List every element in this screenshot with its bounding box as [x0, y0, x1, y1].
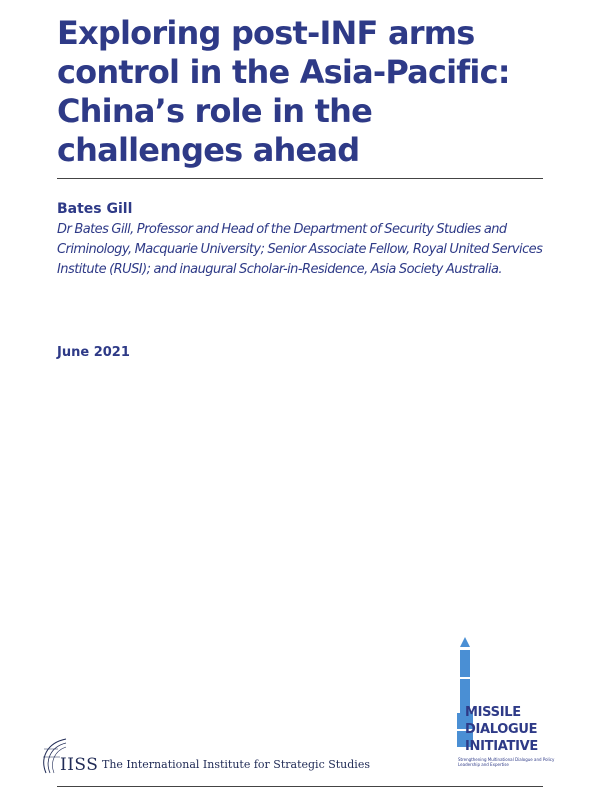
iiss-name: The International Institute for Strategic Studies	[102, 758, 370, 771]
missile-dialogue-initiative-logo	[454, 637, 574, 777]
publication-date: June 2021	[57, 345, 130, 360]
mdi-tagline: Strengthening Multinational Dialogue and Policy Leadership and Expertise	[458, 757, 555, 767]
mdi-line-1: MISSILE	[465, 705, 521, 720]
author-bio: Dr Bates Gill, Professor and Head of the Department of Security Studies and Criminology, Macquarie University; Senior Associate Fellow, Royal United Services Institute (RUSI); and inaugural Scholar-in-Residence, Asia Society Australia.	[57, 222, 543, 277]
mdi-line-2: DIALOGUE	[465, 722, 538, 737]
bottom-divider	[57, 786, 543, 787]
document-title: Exploring post-INF arms control in the Asia-Pacific: China’s role in the challenges ahead	[57, 14, 510, 169]
iiss-logo	[38, 735, 398, 779]
top-divider	[57, 178, 543, 179]
author-name: Bates Gill	[57, 201, 133, 217]
iiss-abbreviation: IISS	[60, 755, 99, 775]
mdi-line-3: INITIATIVE	[465, 739, 538, 754]
